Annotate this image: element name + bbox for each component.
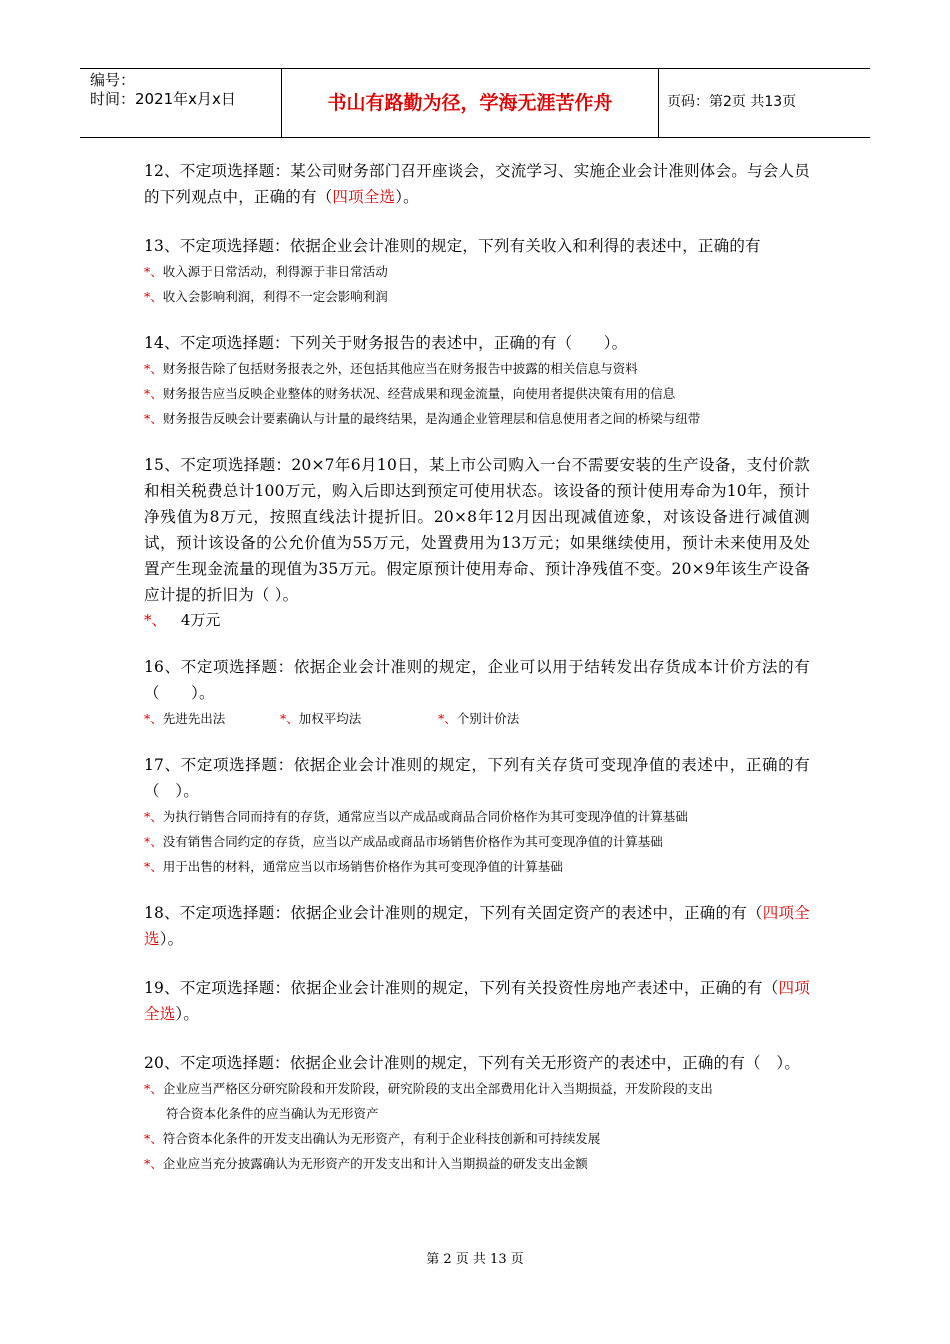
option-text: 企业应当充分披露确认为无形资产的开发支出和计入当期损益的研发支出金额 <box>162 1156 588 1171</box>
motto: 书山有路勤为径，学海无涯苦作舟 <box>327 92 613 114</box>
answer-option <box>144 804 810 829</box>
option-text: 符合资本化条件的开发支出确认为无形资产，有利于企业科技创新和可持续发展 <box>162 1131 601 1146</box>
question-text: 19、不定项选择题：依据企业会计准则的规定，下列有关投资性房地产表述中，正确的有 <box>144 979 763 997</box>
option-text: 4万元 <box>180 611 221 629</box>
paren: （ <box>747 904 763 922</box>
page-header <box>80 68 870 138</box>
question-18 <box>144 900 810 952</box>
answer-option <box>144 259 810 284</box>
answer-marker: *、 <box>280 711 299 726</box>
option-text: 为执行销售合同而持有的存货，通常应当以产成品或商品合同价格作为其可变现净值的计算基础 <box>162 809 688 824</box>
answer-option <box>144 608 810 633</box>
option-text: 先进先出法 <box>162 711 226 726</box>
question-tail: ）。 <box>395 188 419 206</box>
answer-marker: *、 <box>144 859 163 874</box>
option-text: 用于出售的材料，通常应当以市场销售价格作为其可变现净值的计算基础 <box>162 859 563 874</box>
option-text: 加权平均法 <box>298 711 362 726</box>
header-page-cell <box>659 69 870 137</box>
question-text: 18、不定项选择题：依据企业会计准则的规定，下列有关固定资产的表述中，正确的有 <box>144 904 748 922</box>
answer-marker: *、 <box>144 411 163 426</box>
option-text: 财务报告应当反映企业整体的财务状况、经营成果和现金流量，向使用者提供决策有用的信息 <box>162 386 676 401</box>
question-14: 14、不定项选择题：下列关于财务报告的表述中，正确的有（ ）。 <box>144 334 628 352</box>
option-text: 收入源于日常活动，利得源于非日常活动 <box>162 264 388 279</box>
answer-option <box>144 406 810 431</box>
answer-marker: *、 <box>144 834 163 849</box>
answer-marker: *、 <box>144 809 163 824</box>
answer-option-continued: 符合资本化条件的应当确认为无形资产 <box>166 1106 379 1121</box>
answer-option <box>144 829 810 854</box>
document-body <box>144 158 810 1176</box>
date-line: 时间：2021年x月x日 <box>90 90 236 108</box>
question-15: 15、不定项选择题：20×7年6月10日，某上市公司购入一台不需要安装的生产设备，支付价款和相关税费总计100万元，购入后即达到预定可使用状态。该设备的预计使用寿命为10年，预计净残值为8万元，按照直线法计提折旧。20×8年12月因出现减值迹象，对该设备进行减值测试，预计该设备的公允价值为55万元，处置费用为13万元；如果继续使用，预计未来使用及处置产生现金流量的现值为35万元。假定原预计使用寿命、预计净残值不变。20×9年该生产设备应计提的折旧为（ ）。 <box>144 456 810 604</box>
option-text: 财务报告除了包括财务报表之外，还包括其他应当在财务报告中披露的相关信息与资料 <box>162 361 638 376</box>
option-text: 没有销售合同约定的存货，应当以产成品或商品市场销售价格作为其可变现净值的计算基础 <box>162 834 663 849</box>
answer-option <box>144 1126 810 1151</box>
header-motto-cell <box>282 69 659 137</box>
question-12 <box>144 158 810 210</box>
paren: ）。 <box>159 930 184 948</box>
serial-number-label: 编号： <box>90 71 136 89</box>
answer-text: 四项全选 <box>332 188 396 206</box>
option-text: 个别计价法 <box>456 711 520 726</box>
page-info: 页码：第2页 共13页 <box>667 94 797 110</box>
question-13: 13、不定项选择题：依据企业会计准则的规定，下列有关收入和利得的表述中，正确的有 <box>144 237 761 255</box>
answer-marker: *、 <box>144 1156 163 1171</box>
answer-marker: *、 <box>144 361 163 376</box>
answer-marker: *、 <box>144 711 163 726</box>
answer-marker: *、 <box>144 386 163 401</box>
answer-marker: *、 <box>144 264 163 279</box>
question-17: 17、不定项选择题：依据企业会计准则的规定，下列有关存货可变现净值的表述中，正确的有（ ）。 <box>144 756 810 800</box>
answer-option <box>144 854 810 879</box>
question-text: 12、不定项选择题：某公司财务部门召开座谈会，交流学习、实施企业会计准则体会。与会人员的下列观点中，正确的有（ <box>144 162 810 206</box>
question-20: 20、不定项选择题：依据企业会计准则的规定，下列有关无形资产的表述中，正确的有（ ）。 <box>144 1054 801 1072</box>
answer-marker: *、 <box>144 289 163 304</box>
paren: ）。 <box>175 1005 200 1023</box>
answer-text: 四项全选 <box>144 904 811 948</box>
option-text: 收入会影响利润，利得不一定会影响利润 <box>162 289 388 304</box>
answer-option <box>144 1076 810 1101</box>
answer-option <box>144 381 810 406</box>
answer-option <box>144 356 810 381</box>
option-text: 财务报告反映会计要素确认与计量的最终结果，是沟通企业管理层和信息使用者之间的桥梁与纽带 <box>162 411 701 426</box>
answer-option <box>144 1151 810 1176</box>
question-16: 16、不定项选择题：依据企业会计准则的规定，企业可以用于结转发出存货成本计价方法的有（ ）。 <box>144 658 810 702</box>
answer-marker: *、 <box>144 611 167 629</box>
answer-marker: *、 <box>144 1081 163 1096</box>
header-meta-cell <box>80 69 282 137</box>
answer-option <box>144 284 810 309</box>
option-text: 企业应当严格区分研究阶段和开发阶段，研究阶段的支出全部费用化计入当期损益，开发阶段的支出 <box>162 1081 713 1096</box>
paren: （ <box>762 979 779 997</box>
answer-options-row <box>144 706 810 731</box>
page-footer: 第 2 页 共 13 页 <box>426 1252 524 1267</box>
answer-marker: *、 <box>144 1131 163 1146</box>
answer-text: 四项全选 <box>144 979 810 1023</box>
answer-marker: *、 <box>438 711 457 726</box>
question-19 <box>144 975 810 1027</box>
